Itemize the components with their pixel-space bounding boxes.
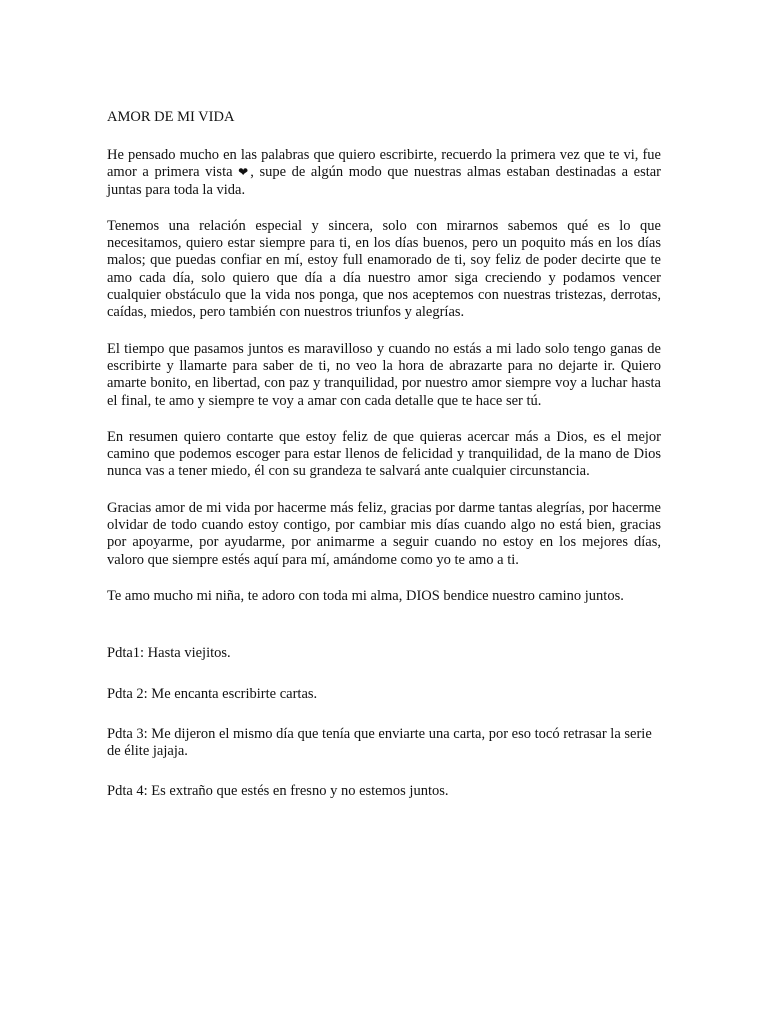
- letter-body: [107, 109, 661, 824]
- postscript-4: Pdta 4: Es extraño que estés en fresno y no estemos juntos.: [107, 783, 449, 800]
- paragraph-6: Te amo mucho mi niña, te adoro con toda mi alma, DIOS bendice nuestro camino juntos.: [107, 587, 624, 604]
- heart-icon: ❤: [238, 165, 251, 180]
- postscript-2: Pdta 2: Me encanta escribirte cartas.: [107, 685, 318, 702]
- letter-title: AMOR DE MI VIDA: [107, 109, 235, 125]
- paragraph-4: En resumen quiero contarte que estoy feliz de que quieras acercar más a Dios, es el mejor camino que podemos escoger para estar llenos de felicidad y tranquilidad, de la mano de Dios nunca vas a tener miedo, él con su grandeza te salvará ante cualquier circunstancia.: [107, 428, 661, 480]
- paragraph-1-part-2: , supe de algún modo que nuestras almas estaban destinadas a estar juntas para toda la vida.: [107, 164, 662, 198]
- paragraph-1: [107, 147, 661, 199]
- paragraph-2: Tenemos una relación especial y sincera, solo con mirarnos sabemos qué es lo que necesitamos, quiero estar siempre para ti, en los días buenos, pero un poquito más en los días malos; que puedas confiar en mí, estoy full enamorado de ti, soy feliz de poder decirte que te amo cada día, solo quiero que día a día nuestro amor siga creciendo y podamos vencer cualquier obstáculo que la vida nos ponga, que nos aceptemos con nuestras tristezas, derrotas, caídas, miedos, pero también con nuestros triunfos y alegrías.: [107, 217, 661, 321]
- postscript-1: Pdta1: Hasta viejitos.: [107, 645, 231, 662]
- paragraph-1-part-1: He pensado mucho en las palabras que quiero escribirte, recuerdo la primera vez que te vi, fue amor a primera vista: [107, 147, 661, 181]
- spacer: [107, 605, 661, 645]
- postscript-3: Pdta 3: Me dijeron el mismo día que tenía que enviarte una carta, por eso tocó retrasar la serie de élite jajaja.: [107, 725, 652, 760]
- paragraph-3: El tiempo que pasamos juntos es maravilloso y cuando no estás a mi lado solo tengo ganas de escribirte y llamarte para saber de ti, no veo la hora de abrazarte para no dejarte ir. Quiero amarte bonito, en libertad, con paz y tranquilidad, por nuestro amor siempre voy a luchar hasta el final, te amo y siempre te voy a amar con cada detalle que te hace ser tú.: [107, 340, 661, 409]
- paragraph-5: Gracias amor de mi vida por hacerme más feliz, gracias por darme tantas alegrías, por hacerme olvidar de todo cuando estoy contigo, por cambiar mis días cuando algo no está bien, gracias por apoyarme, por ayudarme, por animarme a seguir cuando no estoy en los mejores días, valoro que siempre estés aquí para mí, amándome como yo te amo a ti.: [107, 499, 661, 568]
